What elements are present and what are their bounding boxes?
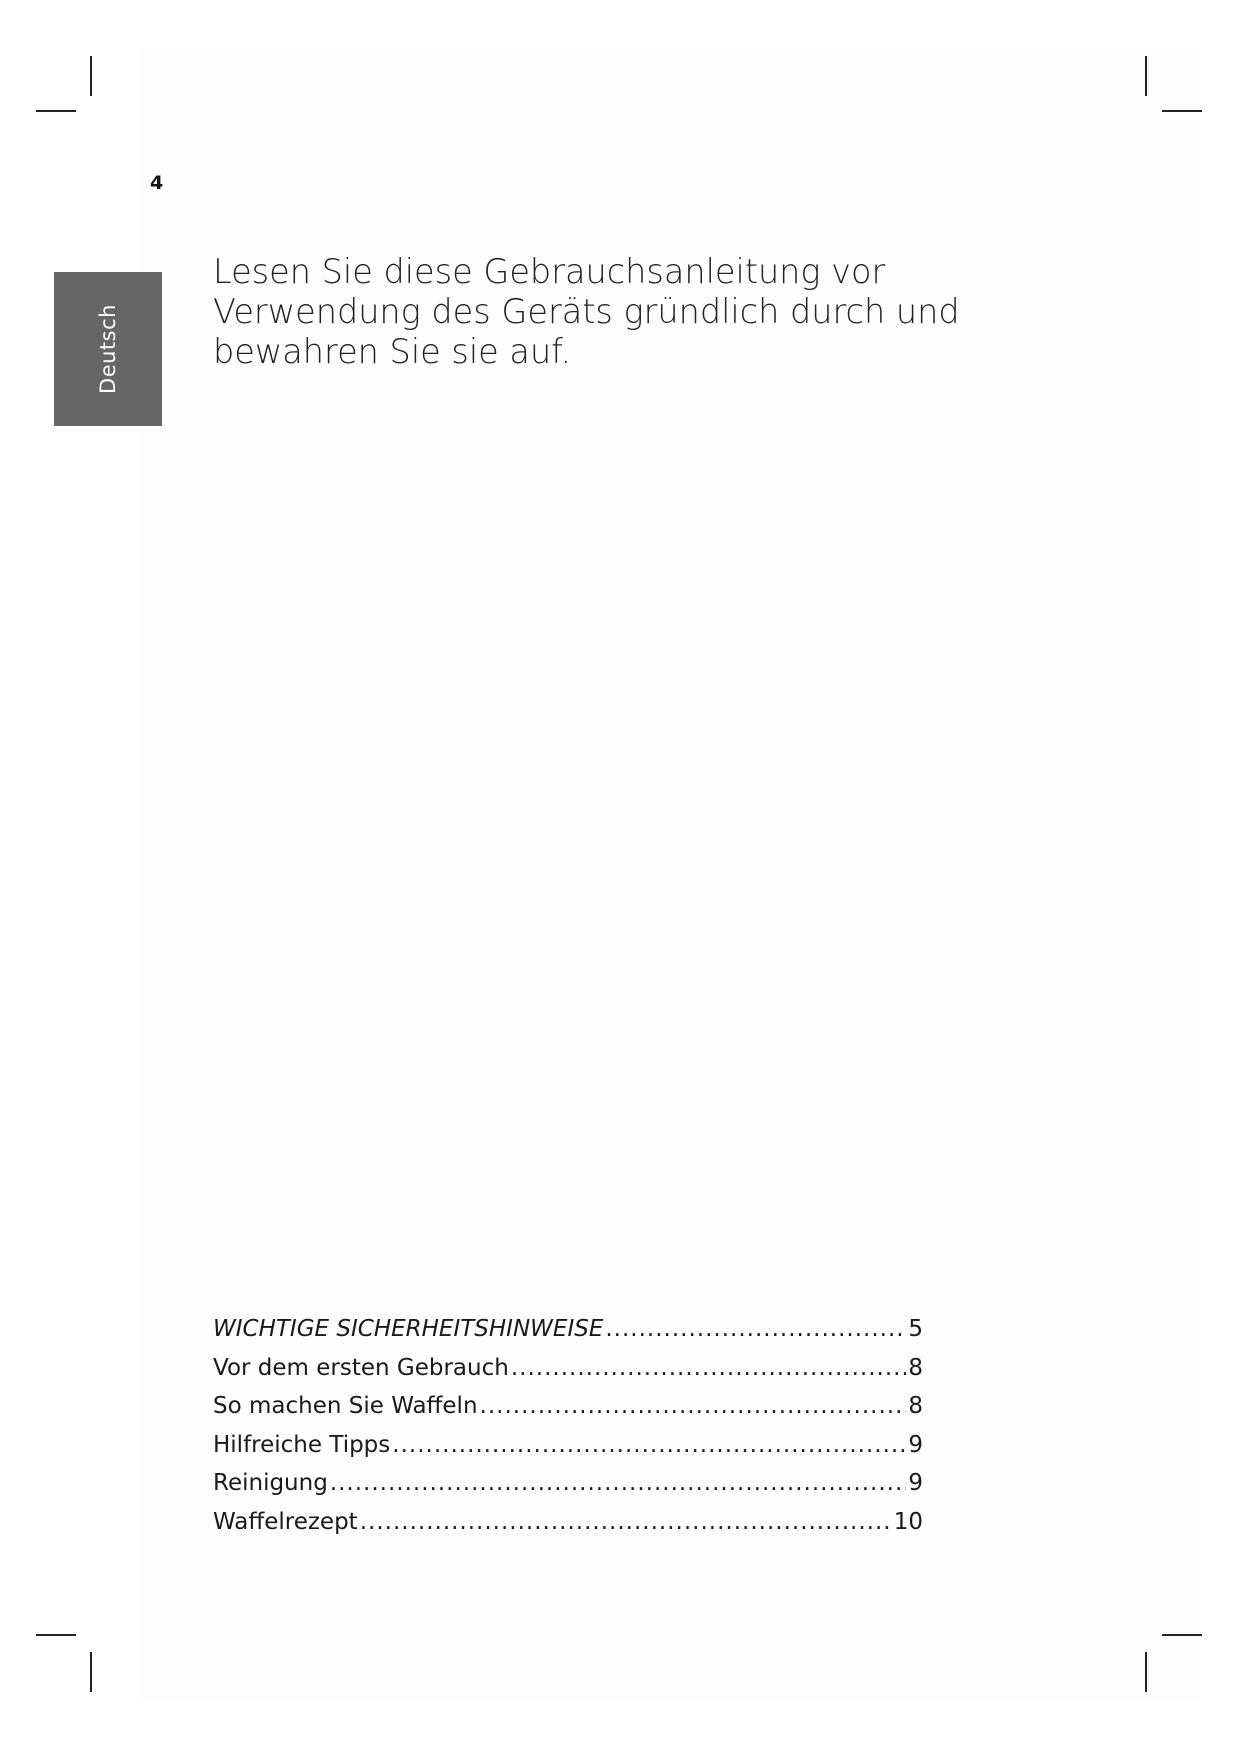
toc-entry-label: So machen Sie Waffeln — [213, 1393, 478, 1419]
toc-entry — [213, 1432, 923, 1471]
table-of-contents — [213, 1316, 923, 1547]
toc-entry — [213, 1355, 923, 1394]
toc-entry-label: Waffelrezept — [213, 1508, 358, 1535]
toc-entry-page: 9 — [908, 1470, 923, 1496]
toc-leader-dots — [511, 1355, 907, 1381]
toc-entry-label: Reinigung — [213, 1470, 328, 1496]
toc-entry-page: 8 — [908, 1354, 923, 1381]
toc-entry-page: 10 — [893, 1508, 923, 1535]
toc-entry — [213, 1509, 923, 1548]
toc-entry-page: 5 — [908, 1316, 923, 1342]
intro-line: Verwendung des Geräts gründlich durch und — [213, 292, 960, 331]
crop-mark-top-left-horizontal — [36, 110, 76, 112]
toc-entry — [213, 1316, 923, 1355]
crop-mark-bottom-left-vertical — [90, 1652, 92, 1692]
crop-mark-top-right-vertical — [1145, 56, 1147, 96]
intro-line: bewahren Sie sie auf. — [213, 332, 572, 371]
crop-mark-top-left-vertical — [90, 56, 92, 96]
toc-leader-dots — [360, 1509, 892, 1535]
toc-entry-label: Hilfreiche Tipps — [213, 1431, 391, 1458]
language-tab — [54, 272, 162, 426]
crop-mark-bottom-left-horizontal — [36, 1634, 76, 1636]
intro-heading — [213, 252, 973, 372]
intro-line: Lesen Sie diese Gebrauchsanleitung vor — [213, 252, 886, 291]
crop-mark-top-right-horizontal — [1162, 110, 1202, 112]
toc-leader-dots — [480, 1393, 907, 1419]
toc-leader-dots — [392, 1432, 906, 1458]
page-number: 4 — [150, 172, 164, 194]
toc-entry — [213, 1470, 923, 1509]
crop-mark-bottom-right-horizontal — [1162, 1634, 1202, 1636]
toc-entry-label: WICHTIGE SICHERHEITSHINWEISE — [213, 1316, 604, 1342]
language-tab-label: Deutsch — [96, 304, 120, 394]
toc-leader-dots — [605, 1316, 906, 1342]
crop-mark-bottom-right-vertical — [1145, 1652, 1147, 1692]
toc-entry-page: 9 — [908, 1431, 923, 1458]
toc-entry-label: Vor dem ersten Gebrauch — [213, 1354, 509, 1381]
toc-entry-page: 8 — [908, 1393, 923, 1419]
toc-leader-dots — [330, 1470, 907, 1496]
toc-entry — [213, 1393, 923, 1432]
